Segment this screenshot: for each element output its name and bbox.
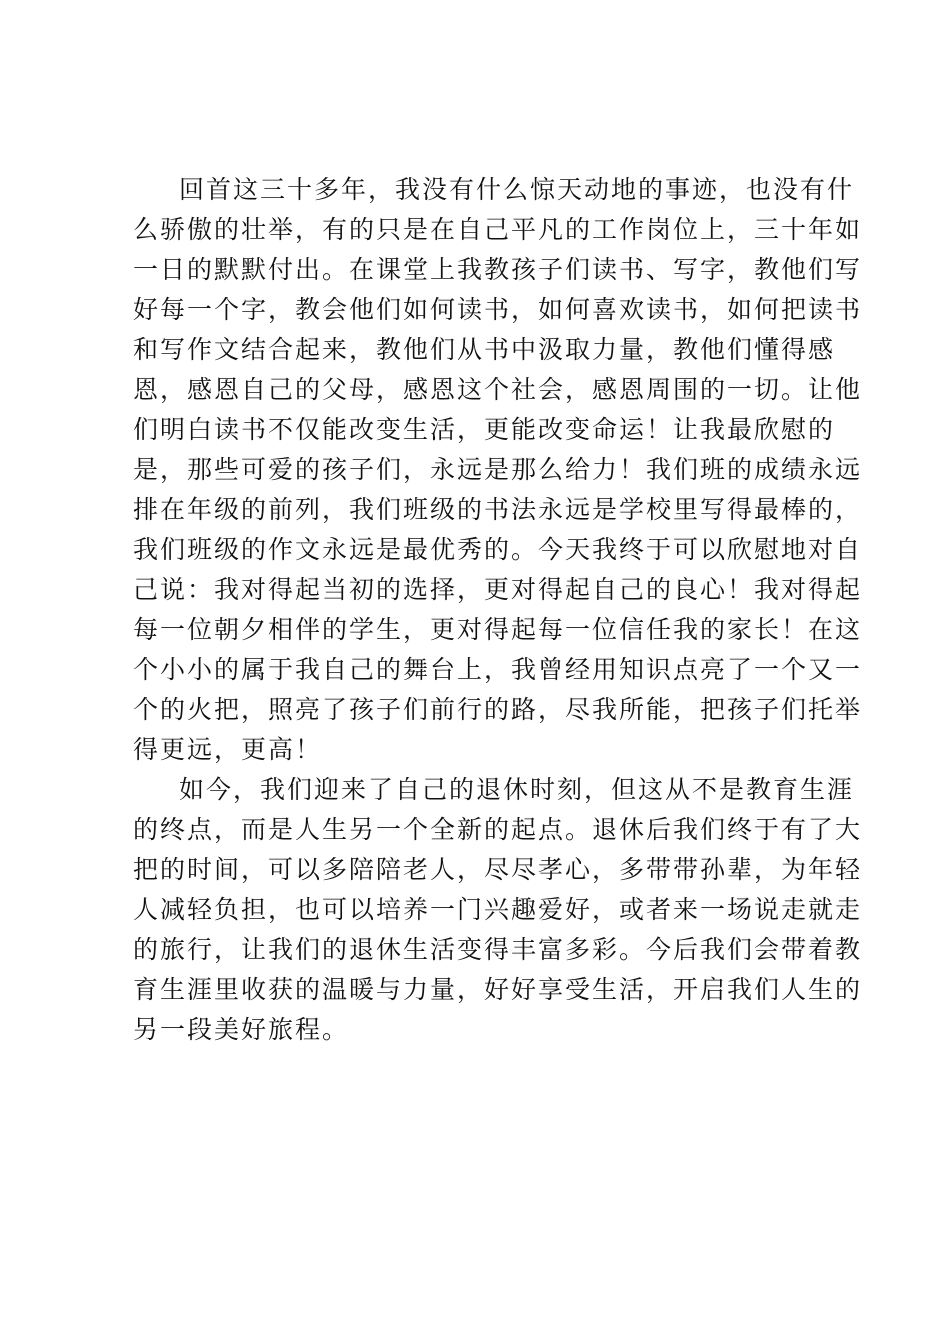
paragraph-line: 们明白读书不仅能改变生活，更能改变命运！让我最欣慰的 <box>133 415 836 444</box>
paragraph-line: 回首这三十多年，我没有什么惊天动地的事迹，也没有什 <box>179 175 855 204</box>
paragraph-line: 的终点，而是人生另一个全新的起点。退休后我们终于有了大 <box>133 815 863 844</box>
paragraph-line: 个的火把，照亮了孩子们前行的路，尽我所能，把孩子们托举 <box>133 695 863 724</box>
paragraph-line: 己说：我对得起当初的选择，更对得起自己的良心！我对得起 <box>133 575 863 604</box>
paragraph-line: 把的时间，可以多陪陪老人，尽尽孝心，多带带孙辈，为年轻 <box>133 855 863 884</box>
document-body <box>133 170 863 1050</box>
paragraph-line: 一日的默默付出。在课堂上我教孩子们读书、写字，教他们写 <box>133 255 863 284</box>
paragraph-line: 的旅行，让我们的退休生活变得丰富多彩。今后我们会带着教 <box>133 935 863 964</box>
paragraph-line: 个小小的属于我自己的舞台上，我曾经用知识点亮了一个又一 <box>133 655 863 684</box>
paragraph-line: 么骄傲的壮举，有的只是在自己平凡的工作岗位上，三十年如 <box>133 215 863 244</box>
paragraph-line: 好每一个字，教会他们如何读书，如何喜欢读书，如何把读书 <box>133 295 863 324</box>
paragraph-line: 恩，感恩自己的父母，感恩这个社会，感恩周围的一切。让他 <box>133 375 863 404</box>
paragraph-line: 每一位朝夕相伴的学生，更对得起每一位信任我的家长！在这 <box>133 615 863 644</box>
paragraph-line: 育生涯里收获的温暖与力量，好好享受生活，开启我们人生的 <box>133 975 863 1004</box>
paragraph-line: 我们班级的作文永远是最优秀的。今天我终于可以欣慰地对自 <box>133 535 863 564</box>
paragraph-line: 是，那些可爱的孩子们，永远是那么给力！我们班的成绩永远 <box>133 455 863 484</box>
paragraph-line: 人减轻负担，也可以培养一门兴趣爱好，或者来一场说走就走 <box>133 895 863 924</box>
paragraph-line: 得更远，更高！ <box>133 735 323 764</box>
paragraph-1 <box>133 170 863 770</box>
paragraph-line: 如今，我们迎来了自己的退休时刻，但这从不是教育生涯 <box>179 775 855 804</box>
paragraph-line: 排在年级的前列，我们班级的书法永远是学校里写得最棒的， <box>133 495 863 524</box>
paragraph-line: 和写作文结合起来，教他们从书中汲取力量，教他们懂得感 <box>133 335 836 364</box>
paragraph-2 <box>133 770 863 1050</box>
paragraph-line: 另一段美好旅程。 <box>133 1015 350 1044</box>
